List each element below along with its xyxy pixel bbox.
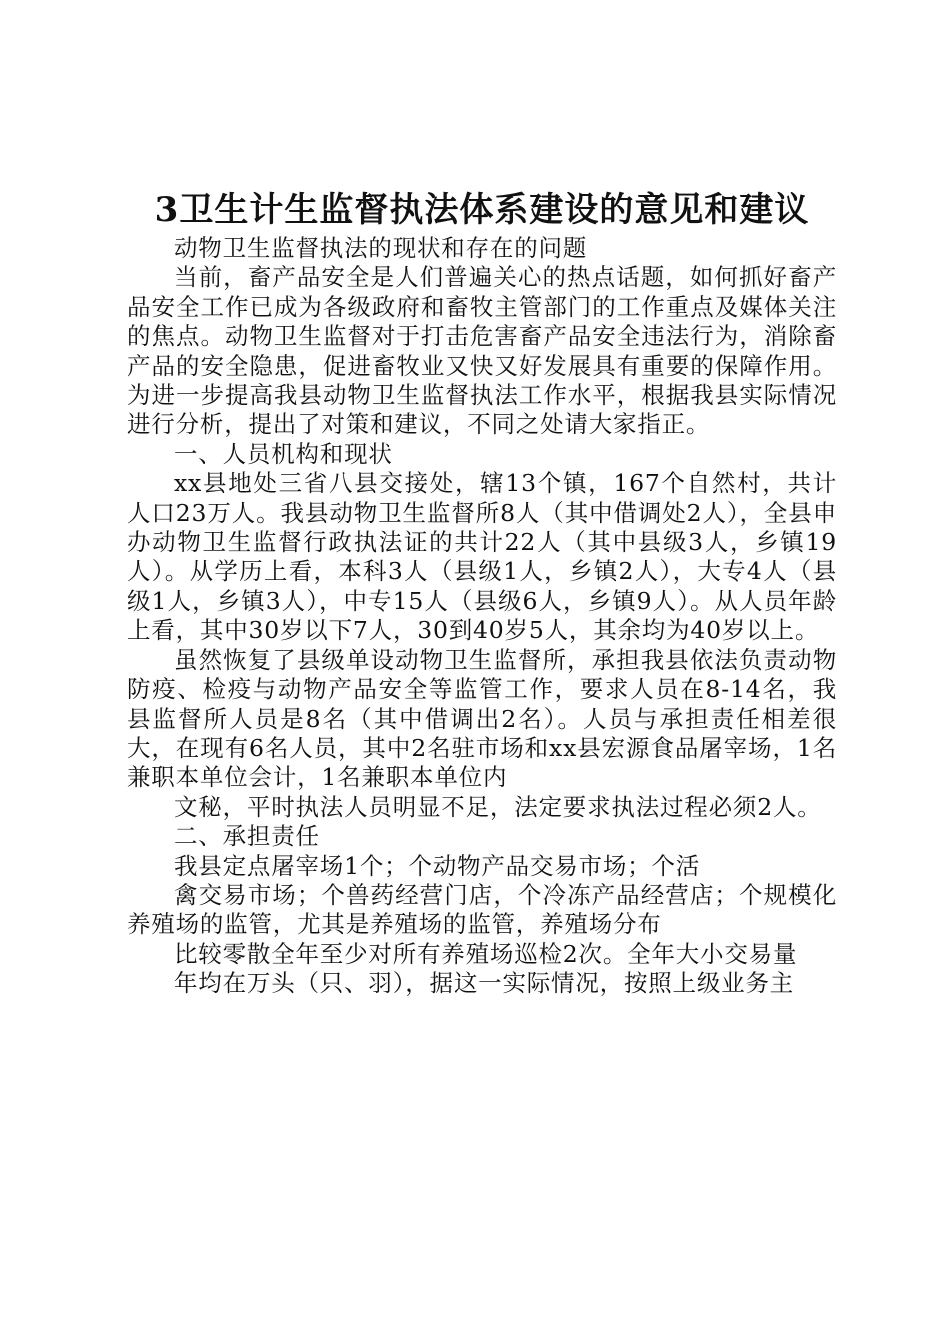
paragraph-staffing-gap: 虽然恢复了县级单设动物卫生监督所，承担我县依法负责动物防疫、检疫与动物产品安全等监管工作，要求人员在8-14名，我县监督所人员是8名（其中借调出2名）。人员与承担责任相差很大，在现有6名人员，其中2名驻市场和xx县宏源食品屠宰场，1名兼职本单位会计，1名兼职本单位内 bbox=[127, 645, 837, 792]
paragraph-responsibilities-4: 年均在万头（只、羽），据这一实际情况，按照上级业务主 bbox=[174, 969, 795, 998]
paragraph-subheading-status: 动物卫生监督执法的现状和存在的问题 bbox=[174, 234, 588, 262]
document-page bbox=[127, 188, 837, 999]
paragraph-staffing-gap-cont: 文秘，平时执法人员明显不足，法定要求执法过程必须2人。 bbox=[174, 792, 822, 821]
section-heading-personnel: 一、人员机构和现状 bbox=[174, 439, 393, 468]
paragraph-responsibilities-3: 比较零散全年至少对所有养殖场巡检2次。全年大小交易量 bbox=[174, 939, 798, 968]
paragraph-intro: 当前，畜产品安全是人们普遍关心的热点话题，如何抓好畜产品安全工作已成为各级政府和畜牧主管部门的工作重点及媒体关注的焦点。动物卫生监督对于打击危害畜产品安全违法行为，消除畜产品的安全隐患，促进畜牧业又快又好发展具有重要的保障作用。为进一步提高我县动物卫生监督执法工作水平，根据我县实际情况进行分析，提出了对策和建议，不同之处请大家指正。 bbox=[127, 263, 837, 439]
paragraph-responsibilities-2: 禽交易市场；个兽药经营门店，个冷冻产品经营店；个规模化养殖场的监管，尤其是养殖场的监管，养殖场分布 bbox=[127, 880, 837, 939]
document-title: 3卫生计生监督执法体系建设的意见和建议 bbox=[154, 190, 810, 230]
paragraph-personnel-stats: xx县地处三省八县交接处，辖13个镇，167个自然村，共计人口23万人。我县动物卫生监督所8人（其中借调处2人），全县申办动物卫生监督行政执法证的共计22人（其中县级3人，乡镇19人）。从学历上看，本科3人（县级1人，乡镇2人），大专4人（县级1人，乡镇3人），中专15人（县级6人，乡镇9人）。从人员年龄上看，其中30岁以下7人，30到40岁5人，其余均为40岁以上。 bbox=[127, 469, 837, 645]
paragraph-responsibilities-1: 我县定点屠宰场1个；个动物产品交易市场；个活 bbox=[174, 851, 701, 880]
section-heading-responsibilities: 二、承担责任 bbox=[174, 822, 320, 851]
